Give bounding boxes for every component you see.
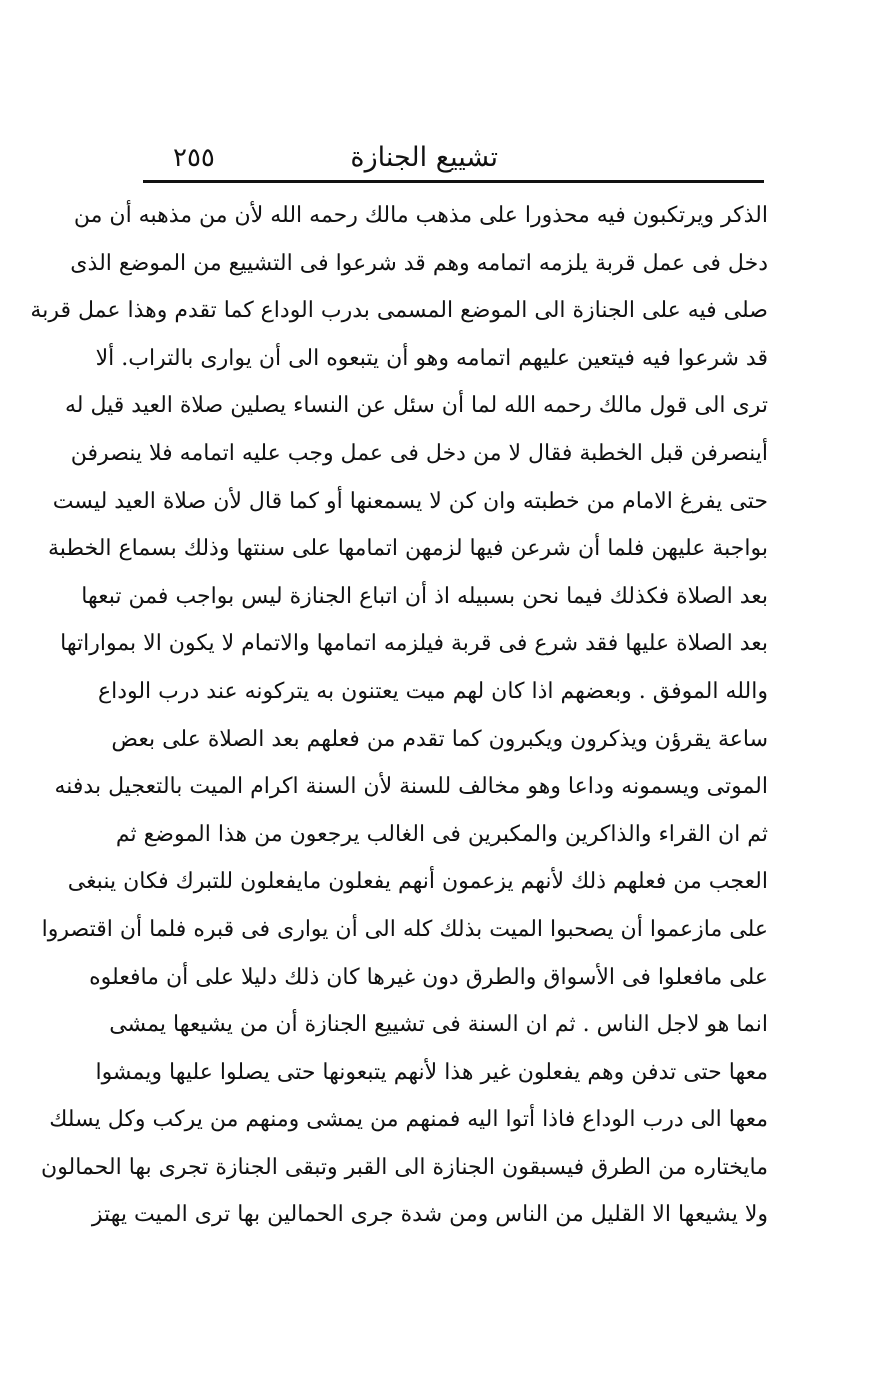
text-line: العجب من فعلهم ذلك لأنهم يزعمون أنهم يفعلون مايفعلون للتبرك فكان ينبغى — [67, 869, 768, 895]
text-line: والله الموفق . وبعضهم اذا كان لهم ميت يعتنون به يتركونه عند درب الوداع — [97, 678, 768, 704]
text-line: الذكر ويرتكبون فيه محذورا على مذهب مالك رحمه الله لأن من مذهبه أن من — [73, 203, 768, 228]
text-line: حتى يفرغ الامام من خطبته وان كن لا يسمعنها أو كما قال لأن صلاة العيد ليست — [52, 488, 768, 514]
text-line: قد شرعوا فيه فيتعين عليهم اتمامه وهو أن يتبعوه الى أن يوارى بالتراب. ألا — [95, 345, 768, 371]
text-line: معها حتى تدفن وهم يفعلون غير هذا لأنهم يتبعونها حتى يصلوا عليها ويمشوا — [95, 1059, 768, 1085]
text-line: أينصرفن قبل الخطبة فقال لا من دخل فى عمل وجب عليه اتمامه فلا ينصرفن — [70, 440, 768, 466]
text-line: صلى فيه على الجنازة الى الموضع المسمى بدرب الوداع كما تقدم وهذا عمل قربة — [30, 298, 768, 324]
body-text — [30, 192, 768, 1272]
running-header — [143, 138, 763, 180]
text-line: الموتى ويسمونه وداعا وهو مخالف للسنة لأن السنة اكرام الميت بالتعجيل بدفنه — [54, 774, 768, 800]
text-line: معها الى درب الوداع فاذا أتوا اليه فمنهم من يمشى ومنهم من يركب وكل يسلك — [49, 1107, 768, 1133]
text-line: ساعة يقرؤن ويذكرون ويكبرون كما تقدم من فعلهم بعد الصلاة على بعض — [111, 726, 768, 752]
header-rule — [143, 180, 764, 183]
text-line: مايختاره من الطرق فيسبقون الجنازة الى القبر وتبقى الجنازة تجرى بها الحمالون — [41, 1154, 768, 1180]
text-line: دخل فى عمل قربة يلزمه اتمامه وهم قد شرعوا فى التشييع من الموضع الذى — [70, 250, 768, 276]
text-line: على مازعموا أن يصحبوا الميت بذلك كله الى أن يوارى فى قبره فلما أن اقتصروا — [41, 916, 768, 942]
text-line: ثم ان القراء والذاكرين والمكبرين فى الغالب يرجعون من هذا الموضع ثم — [115, 821, 768, 847]
page-number: ٢٥٥ — [173, 143, 215, 173]
text-line: على مافعلوا فى الأسواق والطرق دون غيرها كان ذلك دليلا على أن مافعلوه — [89, 964, 768, 990]
running-title: تشييع الجنازة — [350, 142, 498, 173]
text-line: ترى الى قول مالك رحمه الله لما أن سئل عن النساء يصلين صلاة العيد قيل له — [64, 393, 768, 419]
text-line: انما هو لاجل الناس . ثم ان السنة فى تشييع الجنازة أن من يشيعها يمشى — [109, 1012, 768, 1038]
text-line: بعد الصلاة عليها فقد شرع فى قربة فيلزمه اتمامها والاتمام لا يكون الا بمواراتها — [60, 631, 768, 657]
text-line: بواجبة عليهن فلما أن شرعن فيها لزمهن اتمامها على سنتها وذلك بسماع الخطبة — [48, 536, 768, 562]
text-line: ولا يشيعها الا القليل من الناس ومن شدة جرى الحمالين بها ترى الميت يهتز — [91, 1202, 768, 1228]
text-line: بعد الصلاة فكذلك فيما نحن بسبيله اذ أن اتباع الجنازة ليس بواجب فمن تبعها — [81, 583, 768, 609]
